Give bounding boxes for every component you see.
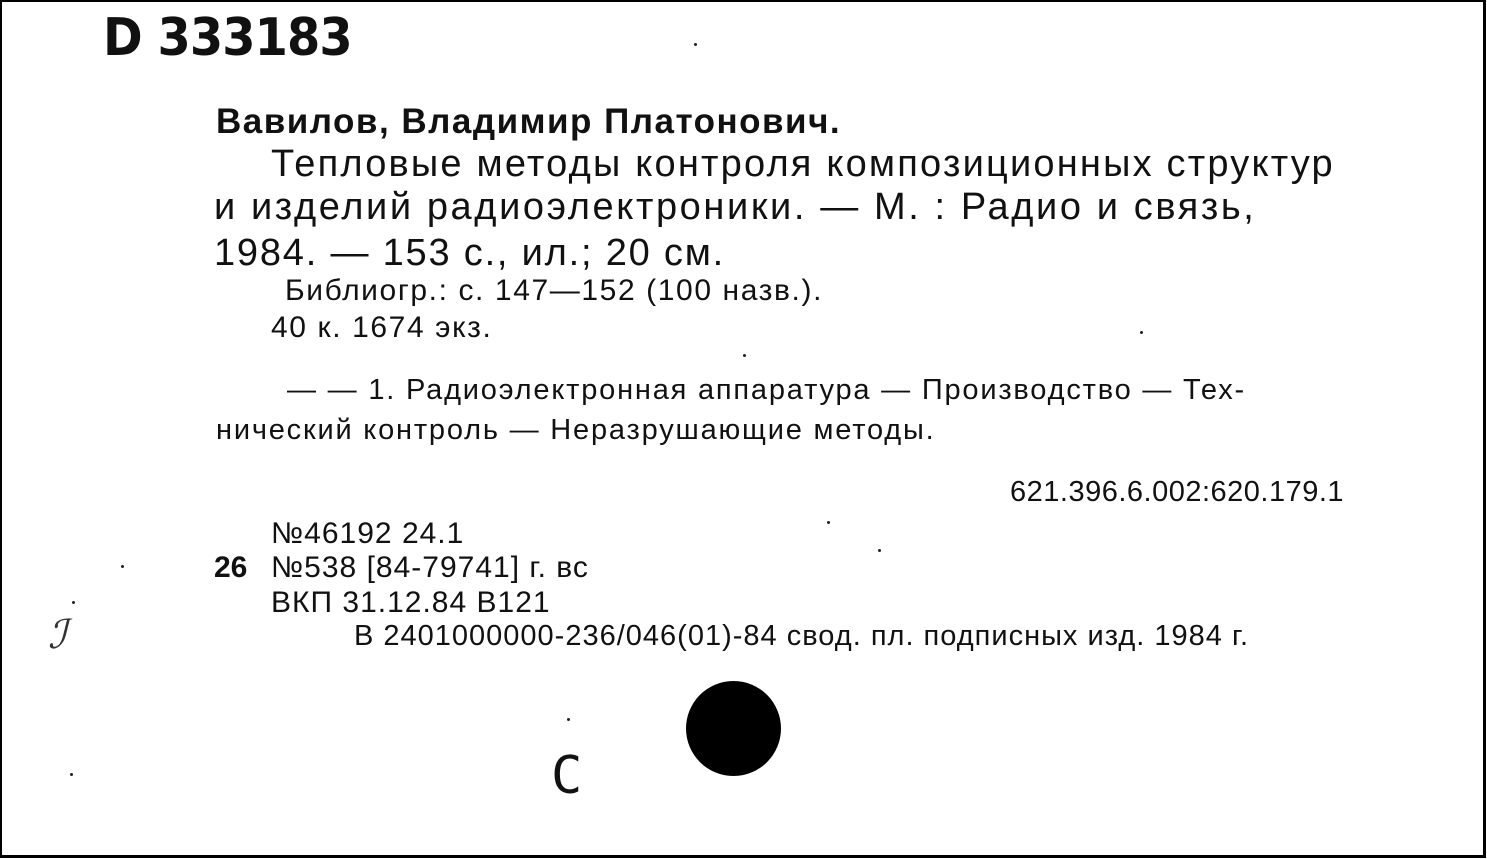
speck bbox=[121, 565, 124, 568]
registration-line-3: ВКП 31.12.84 В121 bbox=[271, 586, 551, 619]
price-copies: 40 к. 1674 экз. bbox=[271, 311, 493, 344]
speck bbox=[694, 43, 697, 46]
speck bbox=[70, 773, 73, 776]
speck bbox=[567, 718, 570, 721]
udc-classification: 621.396.6.002:620.179.1 bbox=[1010, 476, 1345, 508]
speck bbox=[827, 521, 830, 524]
bibliography-note: Библиогр.: с. 147—152 (100 назв.). bbox=[285, 274, 824, 307]
title-line-1: Тепловые методы контроля композиционных структур bbox=[271, 143, 1335, 185]
registration-line-2: №538 [84-79741] г. вс bbox=[271, 551, 589, 584]
speck bbox=[878, 549, 881, 552]
handwritten-margin-mark: ℐ bbox=[48, 612, 67, 658]
subject-heading-line-2: нический контроль — Неразрушающие методы. bbox=[216, 414, 936, 446]
punch-hole bbox=[686, 681, 781, 776]
registration-number-prefix: 26 bbox=[214, 551, 248, 584]
speck bbox=[1140, 331, 1143, 334]
bottom-letter: С bbox=[551, 746, 583, 806]
speck bbox=[743, 354, 746, 357]
registration-line-1: №46192 24.1 bbox=[271, 517, 465, 550]
author-heading: Вавилов, Владимир Платонович. bbox=[216, 102, 842, 141]
call-number: D 333183 bbox=[103, 8, 352, 68]
title-line-3: 1984. — 153 с., ил.; 20 см. bbox=[214, 232, 726, 274]
speck bbox=[72, 601, 75, 604]
publication-code: В 2401000000-236/046(01)-84 свод. пл. подписных изд. 1984 г. bbox=[354, 620, 1250, 652]
subject-heading-line-1: — — 1. Радиоэлектронная аппаратура — Производство — Тех- bbox=[287, 374, 1246, 406]
title-line-2: и изделий радиоэлектроники. — М. : Радио и связь, bbox=[214, 186, 1257, 228]
